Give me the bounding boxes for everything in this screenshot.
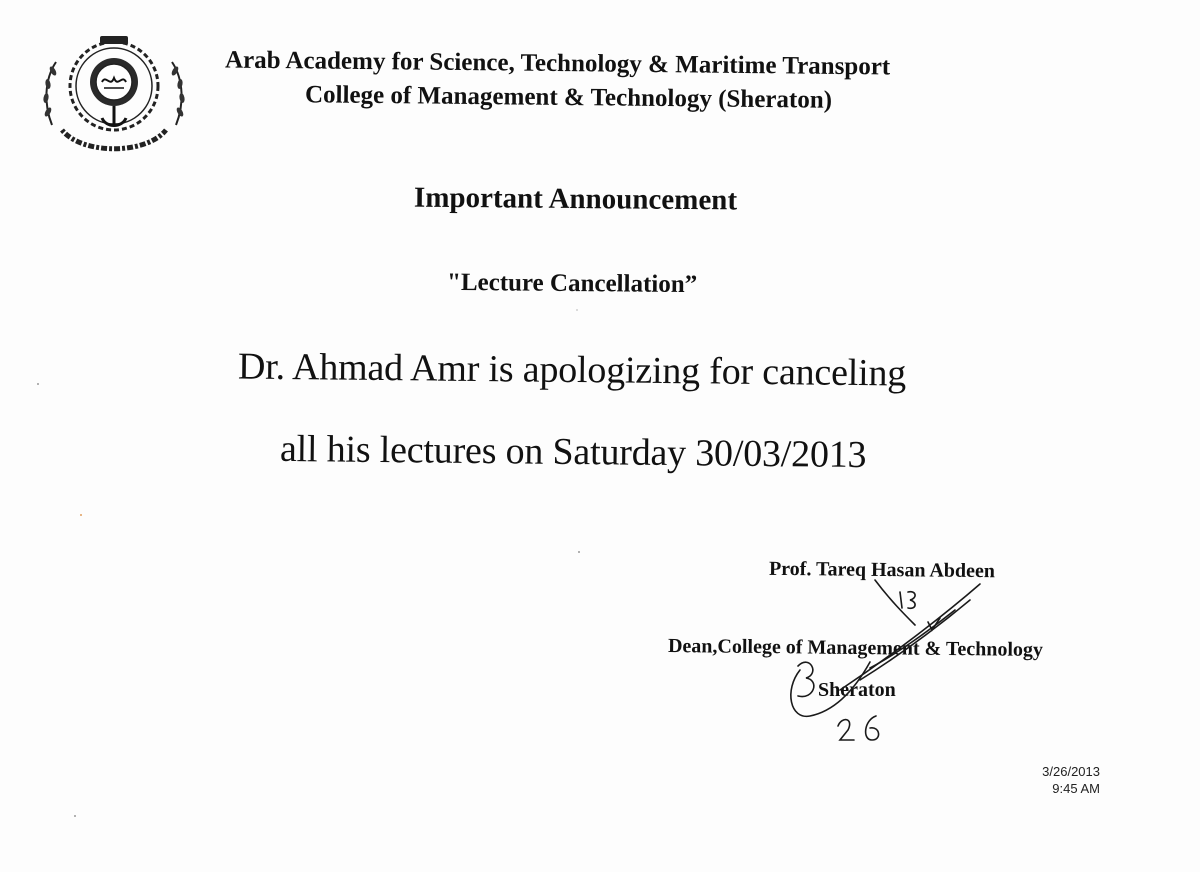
college-name: College of Management & Technology (Sheraton) xyxy=(304,81,833,114)
announcement-heading: Important Announcement xyxy=(413,181,738,217)
announcement-body-line-2: all his lectures on Saturday 30/03/2013 xyxy=(279,427,867,477)
signatory-campus: Sheraton xyxy=(818,679,896,701)
scan-speck xyxy=(578,551,580,553)
scan-speck xyxy=(80,514,82,516)
print-date: 3/26/2013 xyxy=(1042,764,1100,779)
scan-speck xyxy=(576,309,578,311)
print-time: 9:45 AM xyxy=(1052,781,1100,796)
academy-logo xyxy=(32,30,196,160)
signatory-title: Dean,College of Management & Technology xyxy=(667,635,1044,661)
institution-name: Arab Academy for Science, Technology & Maritime Transport xyxy=(224,46,891,81)
announcement-body-line-1: Dr. Ahmad Amr is apologizing for canceling xyxy=(237,345,907,395)
scan-speck xyxy=(74,815,76,817)
scan-speck xyxy=(37,383,39,385)
signatory-name: Prof. Tareq Hasan Abdeen xyxy=(768,557,996,583)
announcement-subheading: "Lecture Cancellation” xyxy=(446,268,698,299)
